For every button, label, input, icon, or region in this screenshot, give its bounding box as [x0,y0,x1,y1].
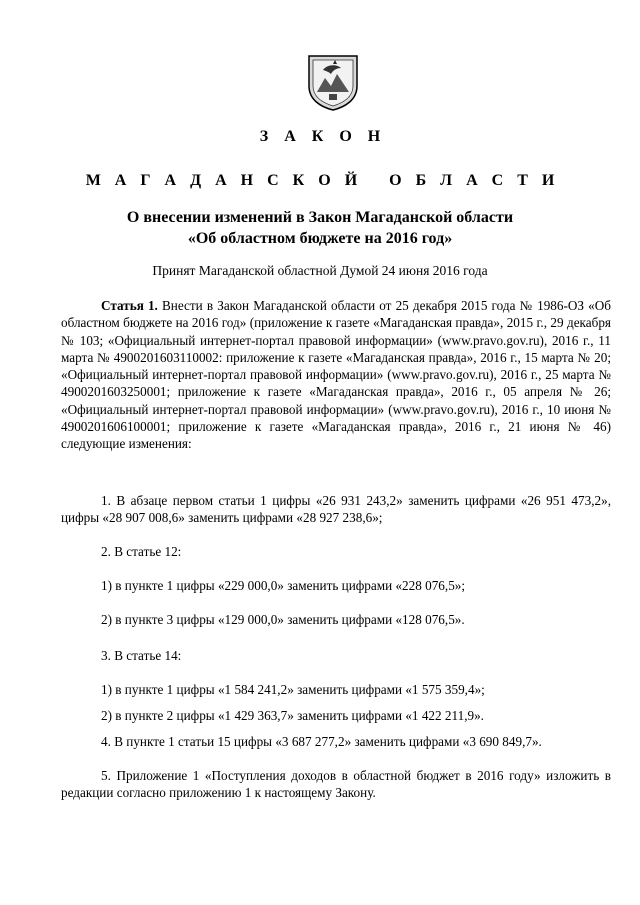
item-1: 1. В абзаце первом статьи 1 цифры «26 931 243,2» заменить цифрами «26 951 473,2», цифры «28 907 008,6» заменить цифрами «28 927 238,6»; [61,493,611,526]
item-2-subitem-2: 2) в пункте 3 цифры «129 000,0» заменить цифрами «128 076,5». [101,612,465,627]
item-5: 5. Приложение 1 «Поступления доходов в областной бюджет в 2016 году» изложить в редакции согласно приложению 1 к настоящему Закону. [61,768,611,801]
item-3-subitem-2: 2) в пункте 2 цифры «1 429 363,7» заменить цифрами «1 422 211,9». [101,708,484,723]
article-1-paragraph [61,297,611,453]
region-title: М А Г А Д А Н С К О Й О Б Л А С Т И [85,172,560,189]
item-4: 4. В пункте 1 статьи 15 цифры «3 687 277,2» заменить цифрами «3 690 849,7». [101,734,542,749]
item-2-subitem-1: 1) в пункте 1 цифры «229 000,0» заменить цифрами «228 076,5»; [101,578,466,593]
adoption-note: Принят Магаданской областной Думой 24 июня 2016 года [152,263,488,278]
item-3: 3. В статье 14: [101,648,182,663]
item-2: 2. В статье 12: [101,544,182,559]
article-text: Внести в Закон Магаданской области от 25 декабря 2015 года № 1986-ОЗ «Об областном бюджете на 2016 год» (приложение к газете «Магаданская правда», 2015 г., 29 декабря № 103; «Официальный интернет-портал правовой информации» (www.pravo.gov.ru), 2016 г., 11 марта № 4900201603110002: приложение к газете «Магаданская правда», 2016 г., 15 марта № 20; «Официальный интернет-портал правовой информации» (www.pravo.gov.ru), 2016 г., 25 марта № 4900201603250001; приложение к газете «Магаданская правда», 2016 г., 05 апреля № 26; «Официальный интернет-портал правовой информации» (www.pravo.gov.ru), 2016 г., 10 июня № 4900201606100001; приложение к газете «Магаданская правда», 2016 г., 21 июня № 46) следующие изменения: [61,298,611,452]
subject-line-1: О внесении изменений в Закон Магаданской области [126,209,514,226]
subject-line-2: «Об областном бюджете на 2016 год» [187,230,453,247]
coat-of-arms-icon [303,52,363,112]
law-subject [0,207,640,249]
article-label: Статья 1. [101,298,158,313]
law-title: З А К О Н [259,128,387,145]
item-3-subitem-1: 1) в пункте 1 цифры «1 584 241,2» заменить цифрами «1 575 359,4»; [101,682,485,697]
